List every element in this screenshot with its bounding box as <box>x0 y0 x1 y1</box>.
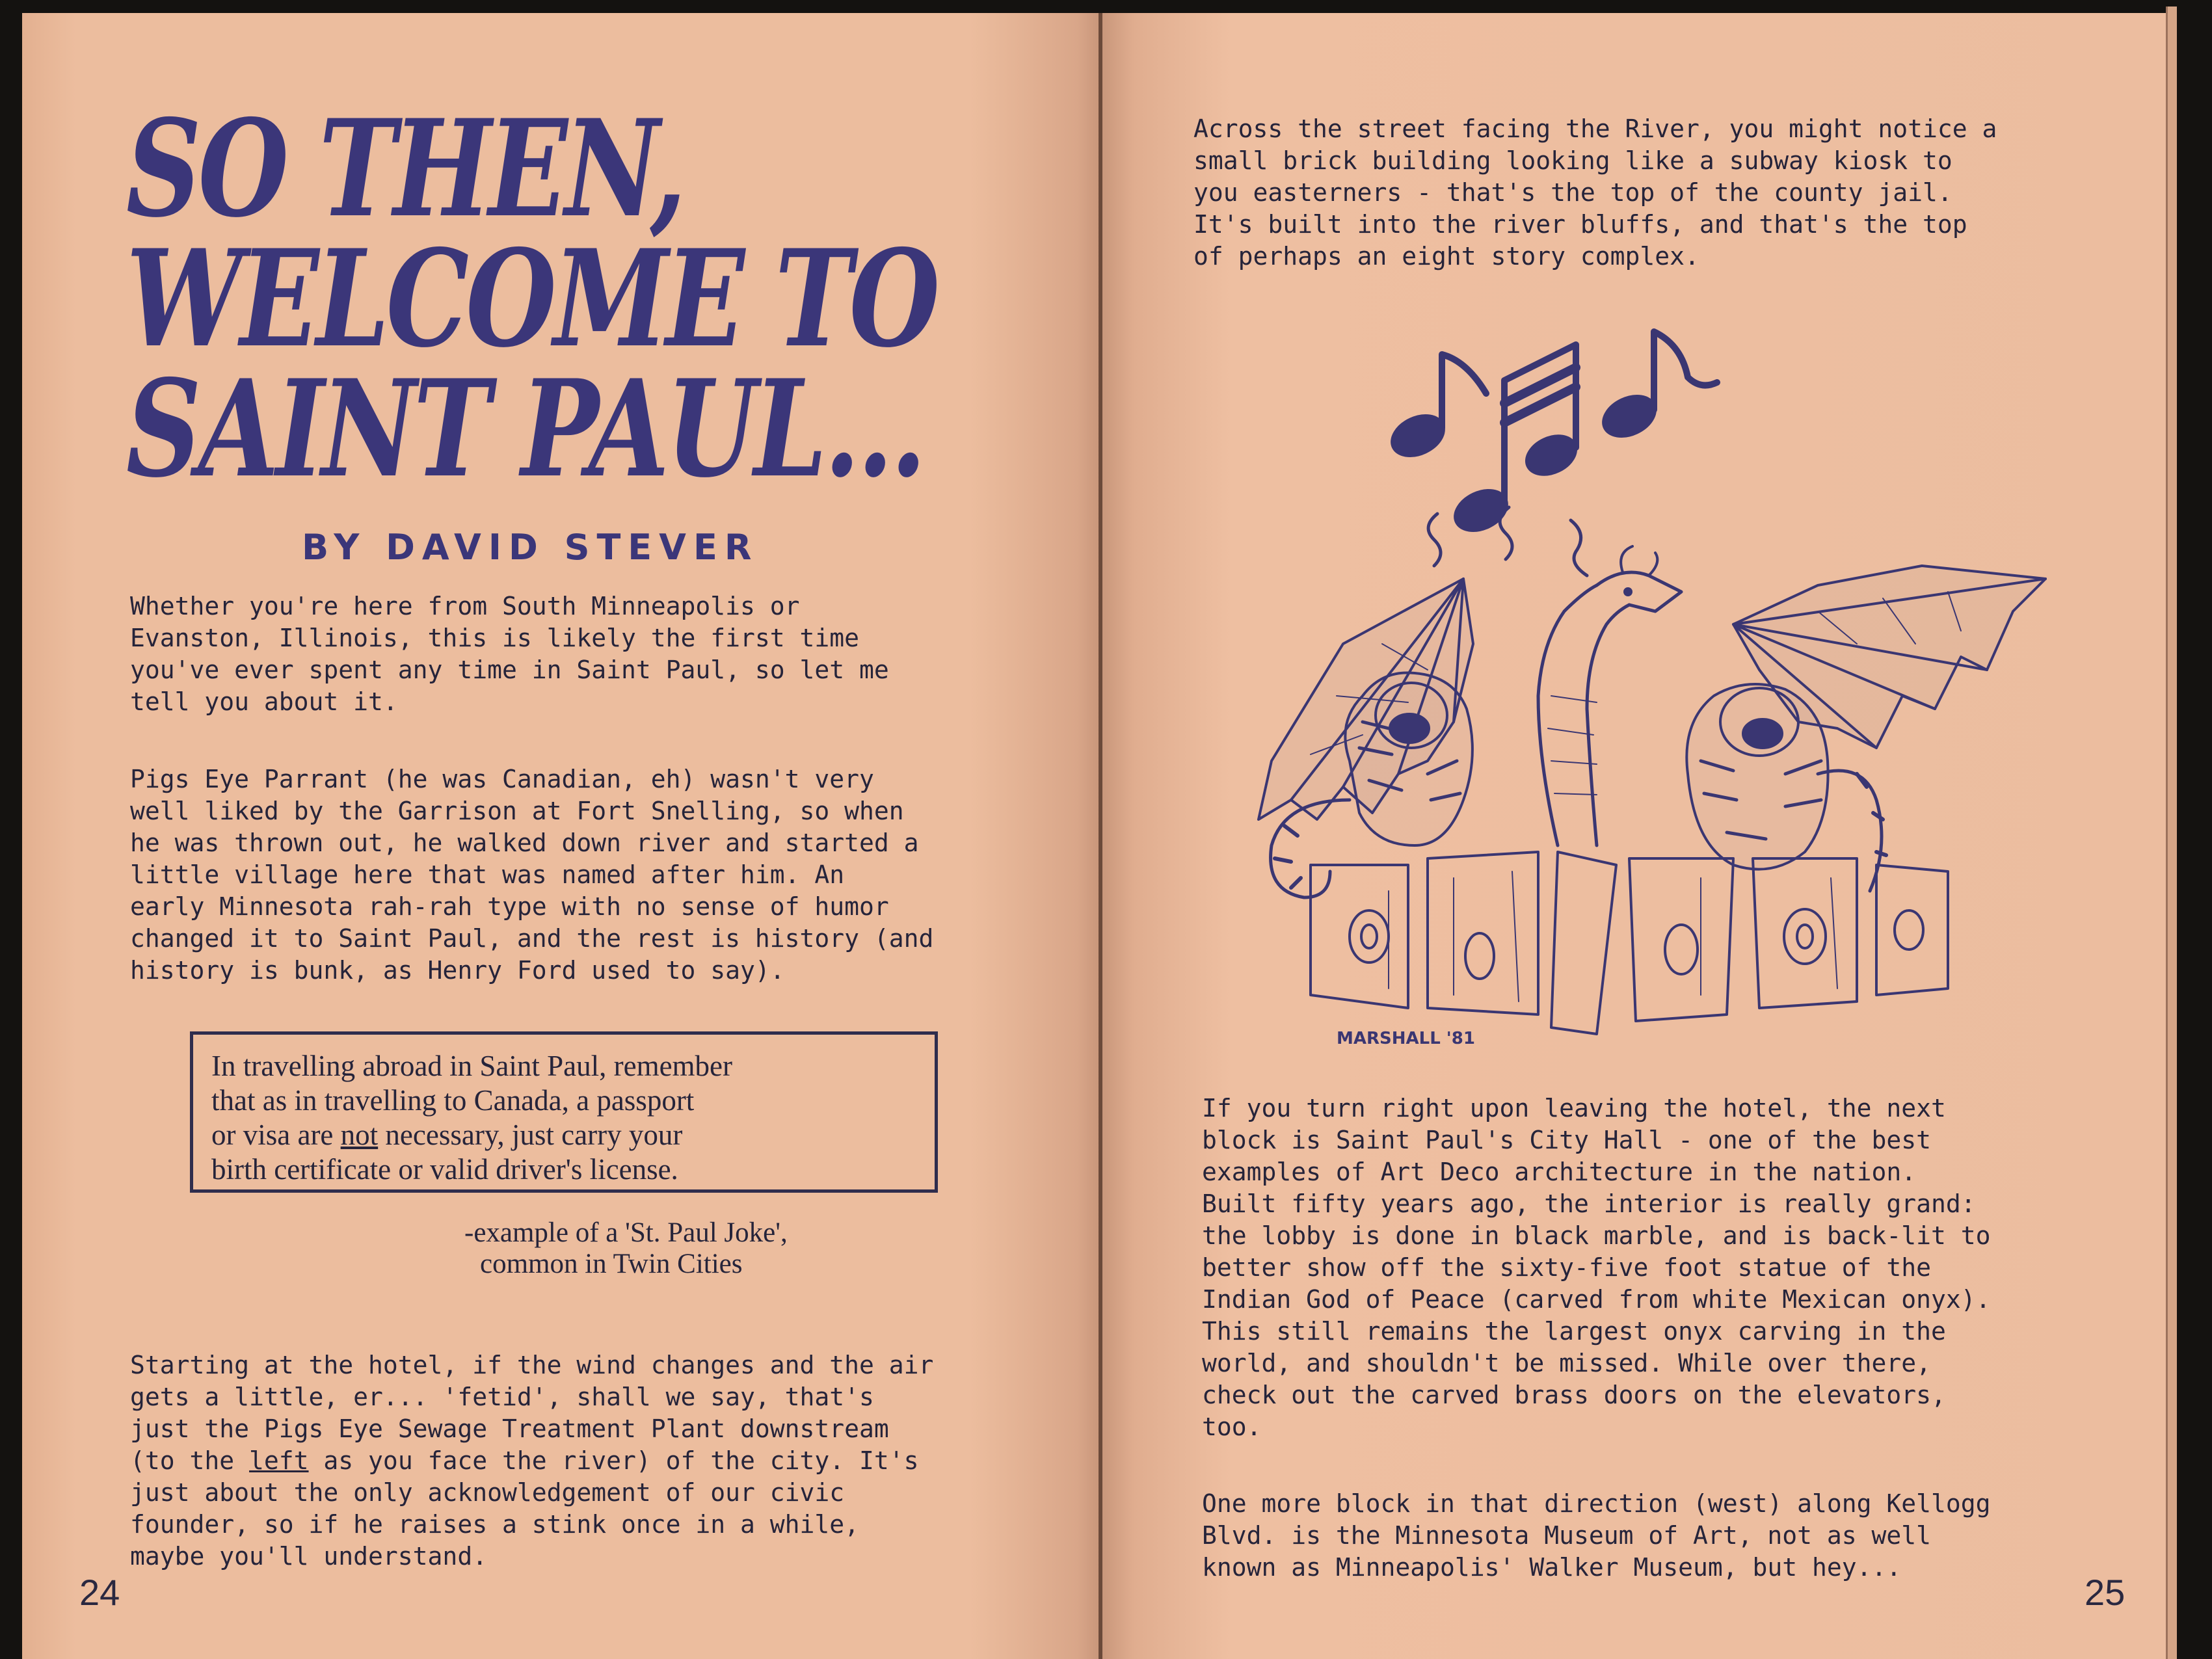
text-line: too. <box>1202 1413 1262 1441</box>
title-line: SAINT PAUL... <box>126 351 924 507</box>
text-line: Starting at the hotel, if the wind changes and the air <box>130 1351 934 1379</box>
museum-paragraph <box>1202 1488 2077 1584</box>
joke-caption <box>464 1217 985 1280</box>
text-line: known as Minneapolis' Walker Museum, but hey... <box>1202 1553 1902 1582</box>
text-line: block is Saint Paul's City Hall - one of the best <box>1202 1126 1932 1154</box>
caption-line: common in Twin Cities <box>480 1249 743 1279</box>
sewage-paragraph <box>130 1349 1024 1573</box>
dragon-and-cats-illustration <box>1233 306 2081 1073</box>
page-number: 25 <box>2085 1572 2125 1613</box>
caption-line: -example of a 'St. Paul Joke', <box>464 1217 788 1248</box>
history-paragraph <box>130 763 1024 987</box>
text-line: changed it to Saint Paul, and the rest is history (and <box>130 924 934 953</box>
text-line: he was thrown out, he walked down river and started a <box>130 829 919 857</box>
underlined-word: left <box>249 1446 309 1475</box>
callout-line: or visa are not necessary, just carry your <box>211 1119 683 1151</box>
title-line: WELCOME TO <box>126 221 937 377</box>
article-title <box>126 91 937 507</box>
text-line: If you turn right upon leaving the hotel, the next <box>1202 1094 1946 1122</box>
text-line: well liked by the Garrison at Fort Snelling, so when <box>130 797 904 825</box>
music-notes-icon <box>1385 332 1717 538</box>
text-line: just the Pigs Eye Sewage Treatment Plant downstream <box>130 1414 889 1443</box>
text-line: you've ever spent any time in Saint Paul, so let me <box>130 656 889 684</box>
callout-line: birth certificate or valid driver's license. <box>211 1153 678 1186</box>
page-edge <box>2166 7 2177 1659</box>
callout-line: In travelling abroad in Saint Paul, remember <box>211 1050 733 1082</box>
artist-signature: MARSHALL '81 <box>1337 1029 1475 1048</box>
callout-line: that as in travelling to Canada, a passport <box>211 1084 695 1117</box>
text-line: you easterners - that's the top of the county jail. <box>1193 178 1952 207</box>
text-line: better show off the sixty-five foot statue of the <box>1202 1253 1932 1282</box>
text-line: Built fifty years ago, the interior is really grand: <box>1202 1189 1976 1218</box>
text-line: just about the only acknowledgement of our civic <box>130 1478 845 1507</box>
text-line: the lobby is done in black marble, and is back-lit to <box>1202 1221 1991 1250</box>
intro-paragraph <box>130 591 1024 718</box>
jail-paragraph <box>1193 113 2075 272</box>
text-line: Evanston, Illinois, this is likely the first time <box>130 624 860 652</box>
text-line: maybe you'll understand. <box>130 1542 488 1571</box>
text-line: world, and shouldn't be missed. While over there, <box>1202 1349 1932 1377</box>
text-line: check out the carved brass doors on the elevators, <box>1202 1381 1946 1409</box>
text-line: early Minnesota rah-rah type with no sense of humor <box>130 892 889 921</box>
text-line: Whether you're here from South Minneapolis or <box>130 592 800 620</box>
text-line: It's built into the river bluffs, and that's the top <box>1193 210 1967 239</box>
text-line: Across the street facing the River, you might notice a <box>1193 114 1997 143</box>
text-line: little village here that was named after him. An <box>130 860 845 889</box>
city-hall-paragraph <box>1202 1093 2077 1443</box>
text-line: tell you about it. <box>130 687 398 716</box>
left-page <box>22 13 1099 1659</box>
text-line: small brick building looking like a subway kiosk to <box>1193 146 1952 175</box>
text-line: examples of Art Deco architecture in the nation. <box>1202 1158 1917 1186</box>
byline: BY DAVID STEVER <box>302 527 759 568</box>
page-number: 24 <box>79 1572 120 1613</box>
text-line: One more block in that direction (west) along Kellogg <box>1202 1489 1991 1518</box>
text-line: of perhaps an eight story complex. <box>1193 242 1699 271</box>
text-line: gets a little, er... 'fetid', shall we say, that's <box>130 1383 874 1411</box>
title-line: SO THEN, <box>126 91 684 247</box>
text-line: Pigs Eye Parrant (he was Canadian, eh) wasn't very <box>130 765 874 793</box>
underlined-word: not <box>340 1119 379 1151</box>
text-line: Blvd. is the Minnesota Museum of Art, not as well <box>1202 1521 1932 1550</box>
text-line: founder, so if he raises a stink once in a while, <box>130 1510 860 1539</box>
text-line: This still remains the largest onyx carving in the <box>1202 1317 1946 1346</box>
text-line: history is bunk, as Henry Ford used to say). <box>130 956 785 985</box>
text-line: Indian God of Peace (carved from white Mexican onyx). <box>1202 1285 1991 1314</box>
passport-joke-box <box>190 1031 938 1193</box>
text-line: (to the left as you face the river) of the city. It's <box>130 1446 919 1475</box>
